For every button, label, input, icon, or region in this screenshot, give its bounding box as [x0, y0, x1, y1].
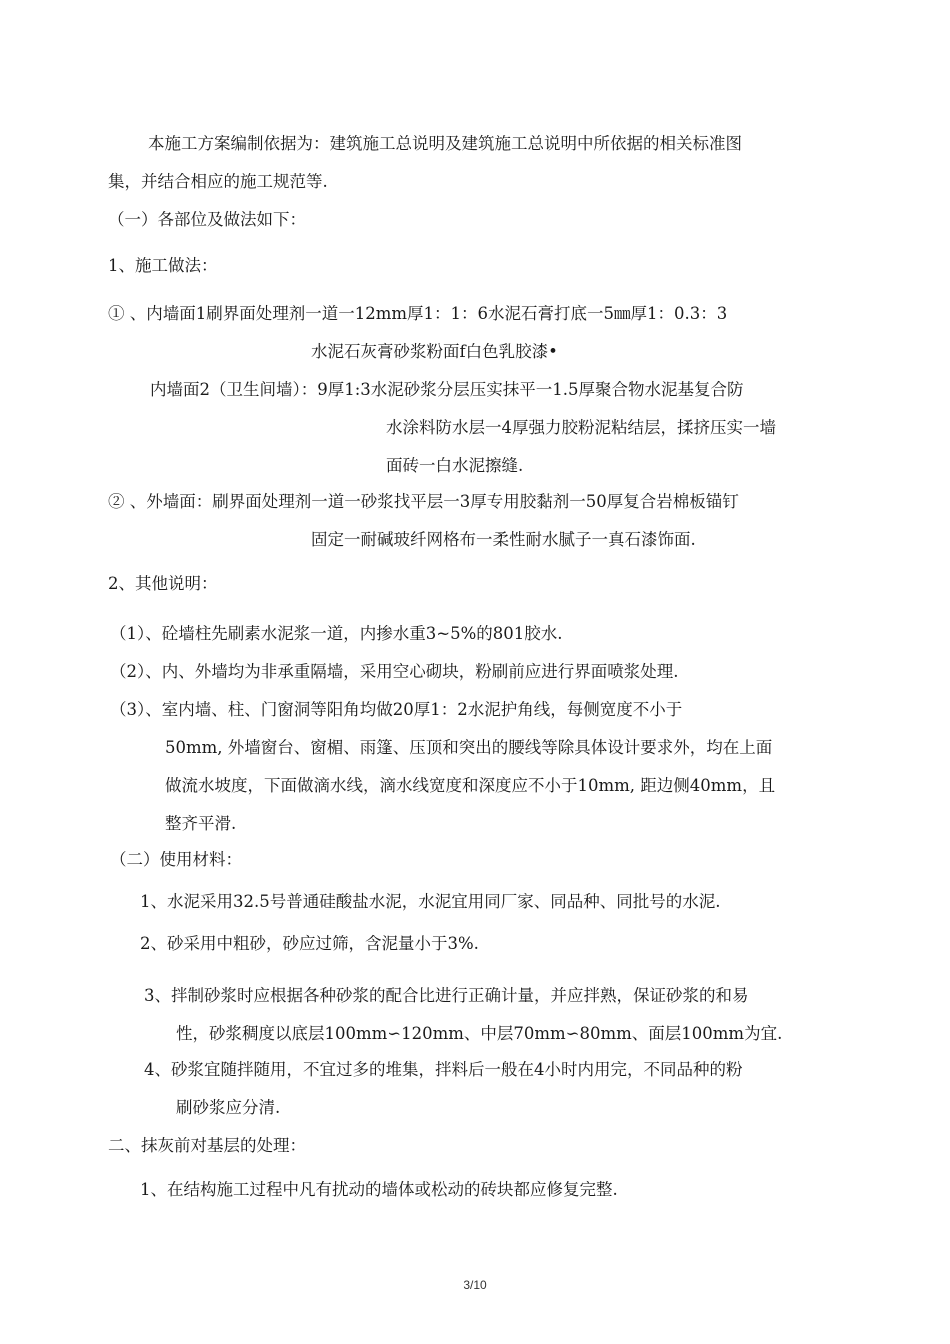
- material-1: 1、水泥采用32.5号普通硅酸盐水泥，水泥宜用同厂家、同品种、同批号的水泥.: [140, 892, 721, 911]
- note-3-line-3: 做流水坡度，下面做滴水线，滴水线宽度和深度应不小于10mm, 距边侧40mm，且: [165, 776, 776, 795]
- page-number: 3/10: [463, 1278, 487, 1292]
- section-2-heading: （二）使用材料：: [110, 850, 242, 869]
- base-item-1: 1、在结构施工过程中凡有扰动的墙体或松动的砖块都应修复完整.: [140, 1180, 618, 1199]
- note-2: （2）、内、外墙均为非承重隔墙，采用空心砌块，粉刷前应进行界面喷浆处理.: [110, 662, 679, 681]
- note-3-line-4: 整齐平滑.: [165, 814, 237, 833]
- wall-2-line-2: 水涂料防水层一4厚强力胶粉泥粘结层，揉挤压实一墙: [386, 418, 776, 437]
- section-1-heading: （一）各部位及做法如下：: [108, 210, 306, 229]
- material-3-line-2: 性，砂浆稠度以底层100mm∽120mm、中层70mm∽80mm、面层100mm为宜.: [176, 1024, 783, 1043]
- intro-line-2: 集，并结合相应的施工规范等.: [108, 172, 328, 191]
- material-4-line-1: 4、砂浆宜随拌随用，不宜过多的堆集，拌料后一般在4小时内用完，不同品种的粉: [144, 1060, 743, 1079]
- section-3-heading: 二、抹灰前对基层的处理：: [108, 1136, 306, 1155]
- material-3-line-1: 3、拌制砂浆时应根据各种砂浆的配合比进行正确计量，并应拌熟，保证砂浆的和易: [144, 986, 749, 1005]
- note-1: （1）、砼墙柱先刷素水泥浆一道，内掺水重3~5%的801胶水.: [110, 624, 563, 643]
- wall-3-line-1: ② 、外墙面：刷界面处理剂一道一砂浆找平层一3厚专用胶黏剂一50厚复合岩棉板锚钉: [108, 492, 739, 511]
- wall-2-line-1: 内墙面2（卫生间墙）：9厚1:3水泥砂浆分层压实抹平一1.5厚聚合物水泥基复合防: [150, 380, 744, 399]
- item-1-heading: 1、施工做法：: [108, 256, 218, 275]
- note-3-line-2: 50mm, 外墙窗台、窗楣、雨篷、压顶和突出的腰线等除具体设计要求外，均在上面: [165, 738, 773, 757]
- wall-2-line-3: 面砖一白水泥擦缝.: [386, 456, 524, 475]
- material-4-line-2: 刷砂浆应分清.: [176, 1098, 281, 1117]
- intro-line-1: 本施工方案编制依据为：建筑施工总说明及建筑施工总说明中所依据的相关标准图: [148, 134, 742, 153]
- item-2-heading: 2、其他说明：: [108, 574, 218, 593]
- wall-3-line-2: 固定一耐碱玻纤网格布一柔性耐水腻子一真石漆饰面.: [311, 530, 696, 549]
- material-2: 2、砂采用中粗砂，砂应过筛，含泥量小于3%.: [140, 934, 479, 953]
- wall-1-line-2: 水泥石灰膏砂浆粉面f白色乳胶漆•: [311, 342, 558, 361]
- wall-1-line-1: ① 、内墙面1刷界面处理剂一道一12mm厚1：1：6水泥石膏打底一5㎜厚1：0.3：3: [108, 304, 728, 323]
- note-3-line-1: （3）、室内墙、柱、门窗洞等阳角均做20厚1：2水泥护角线，每侧宽度不小于: [110, 700, 683, 719]
